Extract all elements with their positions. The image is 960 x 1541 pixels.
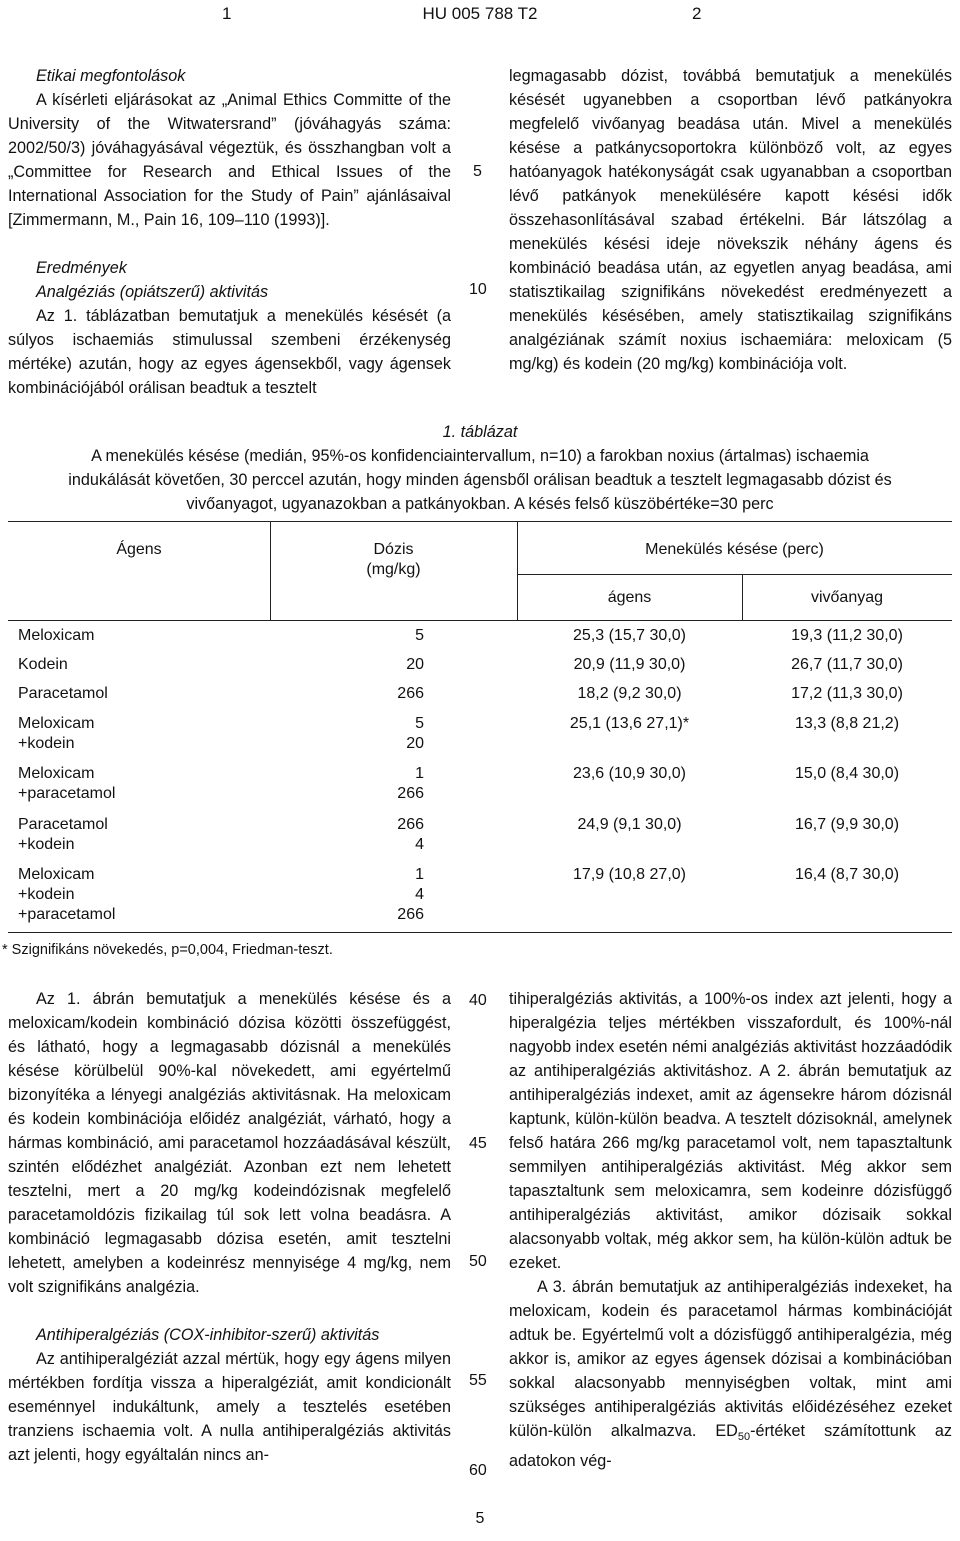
table-cell-vehicle-latency: 15,0 (8,4 30,0) xyxy=(794,765,900,782)
table-caption-line1: A menekülés késése (medián, 95%-os konfidenciaintervallum, n=10) a farokban noxius (ártalmas) ischaemia xyxy=(91,447,869,465)
table-cell-dose: 1 266 xyxy=(397,765,424,802)
header-vehicle-sub: vivőanyag xyxy=(810,589,884,606)
bottom-right-column xyxy=(509,987,952,1473)
table-top-rule xyxy=(8,521,952,522)
bottom-right-para2: A 3. ábrán bemutatjuk az antihiperalgéziás indexeket, ha meloxicam, kodein és paracetamol hármas kombinációját adtuk be. Egyértelmű volt a dózisfüggő antihiperalgézia, még akkor is, amikor az egyes ágensek dózisai a kombinációban sokkal alacsonyabb mennyiségben voltak, mint ami szükséges antihiperalgéziás aktivitás előidézéséhez ezeket külön-külön alkalmazva. $ED_{50}$-értéket számítottunk az adatokon vég- xyxy=(509,1278,952,1471)
table-cell-agent: Meloxicam xyxy=(18,627,95,644)
header-agent-sub: ágens xyxy=(607,589,652,606)
table-cell-vehicle-latency: 19,3 (11,2 30,0) xyxy=(791,627,903,644)
table-cell-agent-latency: 20,9 (11,9 30,0) xyxy=(573,656,686,673)
table-cell-vehicle-latency: 26,7 (11,7 30,0) xyxy=(791,656,903,673)
table-cell-dose: 266 xyxy=(397,685,424,702)
table-cell-vehicle-latency: 16,7 (9,9 30,0) xyxy=(794,816,900,833)
table-cell-agent: Meloxicam +kodein xyxy=(18,715,95,752)
bottom-left-para1: Az 1. ábrán bemutatjuk a menekülés késése és a meloxicam/kodein kombináció dózisa közötti összefüggést, és látható, hogy a legmagasabb dózisnál a menekülés késése körülbelül 90%-kal növekedett, ami egyértelmű bizonyítéka a lényegi analgéziás aktivitásnak. Ha meloxicam és kodein kombinációja előidéz analgéziát, várható, hogy a hármas kombináció, ami paracetamol hozzáadásával készült, szintén elődézhet analgéziát. Azonban ezt nem lehetett tesztelni, mert a 20 mg/kg kodeindózisnak megfelelő paracetamoldózis fizikailag túl sok lett volna beadásra. A kombináció legmagasabb dózisa esetén, amit tesztelni lehetett, amelyben a kodeinrész mennyisége 4 mg/kg, nem volt szignifikáns analgézia. xyxy=(8,990,451,1296)
table-cell-agent: Meloxicam +paracetamol xyxy=(18,765,116,802)
table-bottom-rule xyxy=(8,932,952,933)
patent-number: HU 005 788 T2 xyxy=(422,4,538,23)
bottom-left-column xyxy=(8,987,451,1467)
table-cell-vehicle-latency: 17,2 (11,3 30,0) xyxy=(791,685,903,702)
left-page-number: 1 xyxy=(222,4,232,23)
table-header-rule xyxy=(8,620,952,621)
line-number: 5 xyxy=(473,163,482,180)
table-cell-dose: 1 4 266 xyxy=(397,866,424,923)
table-cell-agent-latency: 25,3 (15,7 30,0) xyxy=(573,627,686,644)
table-cell-agent-latency: 25,1 (13,6 27,1)* xyxy=(569,715,690,732)
table-cell-agent: Meloxicam +kodein +paracetamol xyxy=(18,866,116,923)
analgesia-heading: Analgéziás (opiátszerű) aktivitás xyxy=(36,283,269,301)
line-number: 40 xyxy=(469,992,487,1009)
line-number: 60 xyxy=(469,1462,487,1479)
line-number: 45 xyxy=(469,1135,487,1152)
table-cell-dose: 5 20 xyxy=(406,715,424,752)
top-right-text: legmagasabb dózist, továbbá bemutatjuk a menekülés késését ugyanebben a csoportban lévő patkányokra megfelelő vivőanyag beadása után. Mivel a menekülés késése a patkánycsoportokra különböző volt, az egyes hatóanyagok hatékonyságát csak ugyanabban a csoportban lévő patkányok menekülésére kapott késési idők összehasonlításával szabad értékelni. Bár látszólag a menekülés késési ideje növekszik néhány ágens és kombináció beadása után, az egyetlen anyag beadása, ami statisztikailag szignifikáns növekedést eredményezett a menekülés késésében, amely statisztikailag szignifikáns analgéziának számít noxius ischaemiára: meloxicam (5 mg/kg) és kodein (20 mg/kg) kombinációja volt. xyxy=(509,67,952,373)
subheader-rule xyxy=(517,574,952,575)
line-number: 10 xyxy=(469,281,487,298)
table-cell-vehicle-latency: 16,4 (8,7 30,0) xyxy=(794,866,900,883)
table-cell-agent-latency: 23,6 (10,9 30,0) xyxy=(573,765,686,782)
header-agent: Ágens xyxy=(116,541,162,558)
table-caption-line2: indukálását követően, 30 perccel azután, hogy minden ágensből orálisan beadtuk a tesztelt legmagasabb dózist és xyxy=(68,471,892,489)
table-cell-dose: 5 xyxy=(415,627,424,644)
table-cell-agent-latency: 17,9 (10,8 27,0) xyxy=(573,866,686,883)
top-right-column xyxy=(509,64,952,376)
line-number: 55 xyxy=(469,1372,487,1389)
analgesia-text: Az 1. táblázatban bemutatjuk a menekülés késését (a súlyos ischaemiás stimulussal szembeni érzékenység mértéke) azután, hogy az egyes ágensekből, vagy ágensek kombinációjából orálisan beadtuk a tesztelt xyxy=(8,307,451,397)
ethics-text: A kísérleti eljárásokat az „Animal Ethics Committe of the University of the Witwatersrand” (jóváhagyás száma: 2002/50/3) jóváhagyásával végeztük, és összhangban volt a „Committee for Research and Ethical Issues of the International Association for the Study of Pain” ajánlásaival [Zimmermann, M., Pain 16, 109–110 (1993)]. xyxy=(8,91,451,229)
table-cell-dose: 20 xyxy=(406,656,424,673)
antihyperalgesia-heading: Antihiperalgéziás (COX-inhibitor-szerű) aktivitás xyxy=(36,1326,380,1344)
results-heading: Eredmények xyxy=(36,259,127,277)
table-cell-agent-latency: 24,9 (9,1 30,0) xyxy=(577,816,682,833)
bottom-left-para2: Az antihiperalgéziát azzal mértük, hogy egy ágens milyen mértékben fordítja vissza a hiperalgéziát, amit kondicionált eseménnyel indukáltunk, amely a tesztelés esetében tranziens ischaemia volt. A nulla antihiperalgéziás aktivitás azt jelenti, hogy egyáltalán nincs an- xyxy=(8,1350,451,1464)
table-cell-agent: Paracetamol +kodein xyxy=(18,816,108,853)
header-dose: Dózis (mg/kg) xyxy=(366,541,421,578)
table-cell-vehicle-latency: 13,3 (8,8 21,2) xyxy=(794,715,900,732)
top-left-column xyxy=(8,64,451,400)
ethics-heading: Etikai megfontolások xyxy=(36,67,186,85)
table-cell-agent: Paracetamol xyxy=(18,685,108,702)
line-number: 50 xyxy=(469,1253,487,1270)
table-cell-agent: Kodein xyxy=(18,656,68,673)
table-cell-agent-latency: 18,2 (9,2 30,0) xyxy=(577,685,682,702)
footer-page-number: 5 xyxy=(475,1510,485,1527)
table-number: 1. táblázat xyxy=(442,423,518,441)
table-footnote: * Szignifikáns növekedés, p=0,004, Friedman-teszt. xyxy=(2,942,333,958)
header-latency: Menekülés késése (perc) xyxy=(645,541,824,558)
bottom-right-para1: tihiperalgéziás aktivitás, a 100%-os index azt jelenti, hogy a hiperalgézia teljes mértékben visszafordult, és 100%-nál nagyobb index esetén némi analgéziás aktivitást hozzáadódik az antihiperalgéziás aktivitáshoz. A 2. ábrán bemutatjuk az antihiperalgéziás indexet, amit az ágensekre három dózisnál kaptunk, külön-külön beadva. A tesztelt dózisoknál, amelynek felső határa 266 mg/kg paracetamol volt, nem tapasztaltunk semmilyen antihiperalgéziás aktivitást. Még akkor sem tapasztaltunk sem meloxicamra, sem kodeinre dózisfüggő antihiperalgéziás aktivitást, amikor dózisaik sokkal alacsonyabb voltak, még akkor sem, ha külön-külön adtuk be ezeket. xyxy=(509,990,952,1272)
table-caption-line3: vivőanyagot, ugyanazokban a patkányokban. A késés felső küszöbértéke=30 perc xyxy=(186,495,774,513)
right-page-number: 2 xyxy=(692,4,702,23)
table-cell-dose: 266 4 xyxy=(397,816,424,853)
